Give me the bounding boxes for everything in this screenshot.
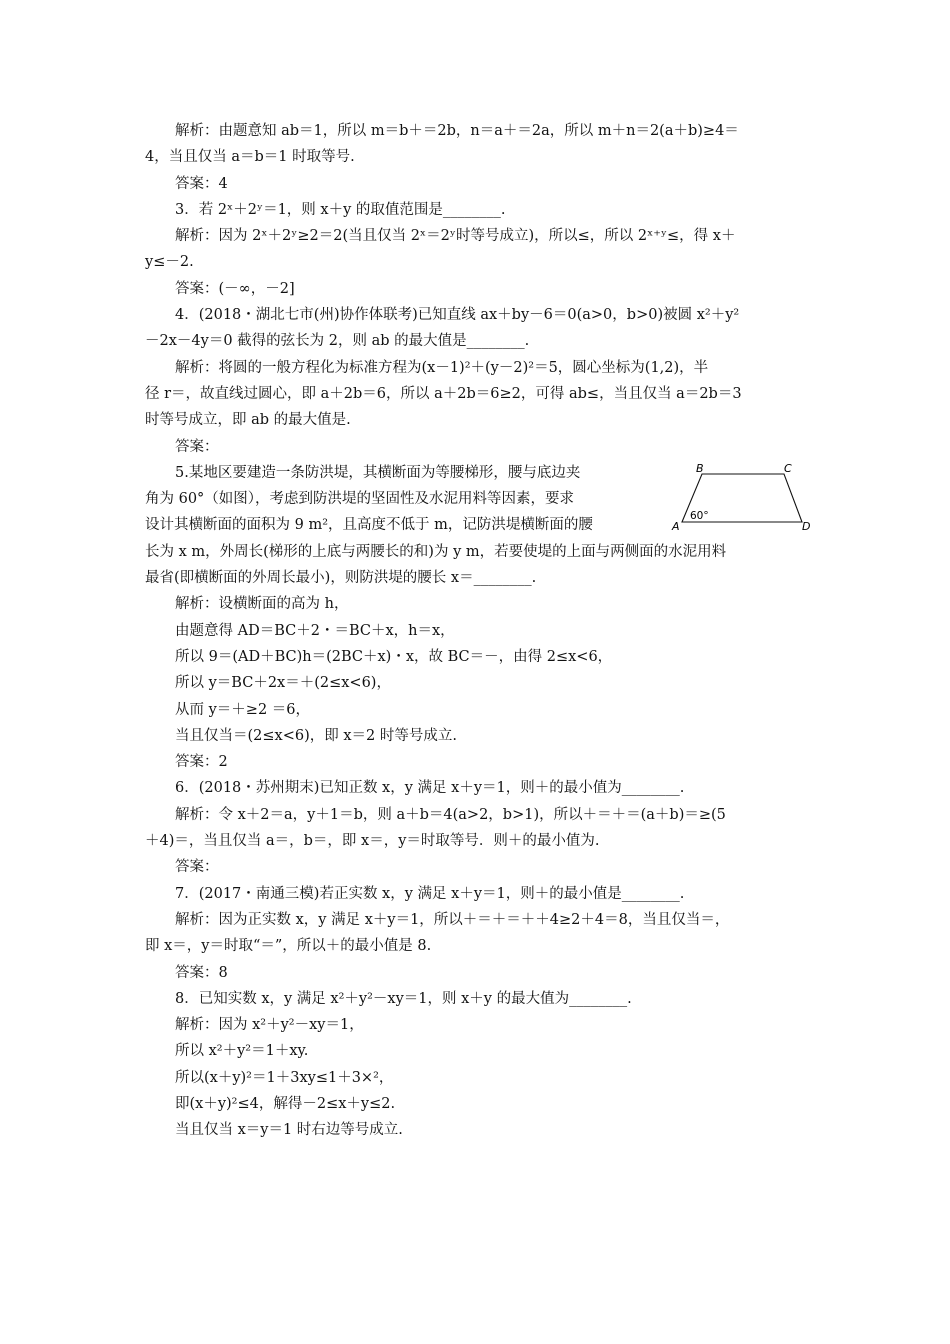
line: 所以(x＋y)²＝1＋3xy≤1＋3×²， bbox=[175, 1069, 394, 1086]
trapezoid-figure bbox=[670, 464, 810, 536]
line: 解析：因为 2ˣ＋2ʸ≥2＝2(当且仅当 2ˣ＝2ʸ时等号成立)，所以≤，所以 2ˣ⁺ʸ≤，得 x＋ bbox=[175, 228, 736, 245]
question-5-block bbox=[145, 460, 810, 539]
line: 答案： bbox=[175, 859, 219, 876]
document-page bbox=[145, 118, 810, 1144]
line: 6．(2018・苏州期末)已知正数 x，y 满足 x＋y＝1，则＋的最小值为________. bbox=[175, 780, 685, 797]
line: 5.某地区要建造一条防洪堤，其横断面为等腰梯形，腰与底边夹 bbox=[175, 464, 581, 481]
line: 解析：令 x＋2＝a，y＋1＝b，则 a＋b＝4(a>2，b>1)，所以＋＝＋＝(a＋b)＝≥(5 bbox=[175, 806, 726, 823]
line: y≤－2. bbox=[145, 254, 194, 271]
line: －2x－4y＝0 截得的弦长为 2，则 ab 的最大值是________. bbox=[145, 333, 530, 350]
line: 答案：4 bbox=[175, 175, 228, 192]
line: 答案：8 bbox=[175, 964, 228, 981]
label-c: C bbox=[784, 463, 792, 475]
line: 即 x＝，y＝时取“＝”，所以＋的最小值是 8. bbox=[145, 938, 432, 955]
line: 角为 60°（如图），考虑到防洪堤的坚固性及水泥用料等因素，要求 bbox=[145, 491, 575, 508]
line: 由题意得 AD＝BC＋2・＝BC＋x，h＝x， bbox=[175, 622, 455, 639]
line: 所以 x²＋y²＝1＋xy. bbox=[175, 1043, 309, 1060]
line: 设计其横断面的面积为 9 m²，且高度不低于 m，记防洪堤横断面的腰 bbox=[145, 517, 593, 534]
line: 当且仅当＝(2≤x<6)，即 x＝2 时等号成立. bbox=[175, 727, 457, 744]
angle-label: 60° bbox=[690, 509, 709, 522]
line: 答案：(－∞，－2] bbox=[175, 280, 295, 297]
line: 所以 y＝BC＋2x＝＋(2≤x<6)， bbox=[175, 675, 391, 692]
label-a: A bbox=[672, 519, 680, 533]
line: 长为 x m，外周长(梯形的上底与两腰长的和)为 y m，若要使堤的上面与两侧面的水泥用料 bbox=[145, 543, 727, 560]
line: 当且仅当 x＝y＝1 时右边等号成立. bbox=[175, 1122, 403, 1139]
line: 答案：2 bbox=[175, 754, 228, 771]
line: 最省(即横断面的外周长最小)，则防洪堤的腰长 x＝________. bbox=[145, 570, 537, 587]
line: 从而 y＝＋≥2 ＝6， bbox=[175, 701, 311, 718]
line: 解析：因为 x²＋y²－xy＝1， bbox=[175, 1017, 364, 1034]
line: 3．若 2ˣ＋2ʸ＝1，则 x＋y 的取值范围是________. bbox=[175, 201, 506, 218]
line: 解析：将圆的一般方程化为标准方程为(x－1)²＋(y－2)²＝5，圆心坐标为(1,2)，半 bbox=[175, 359, 709, 376]
line: 4．(2018・湖北七市(州)协作体联考)已知直线 ax＋by－6＝0(a>0，b>0)被圆 x²＋y² bbox=[175, 307, 740, 324]
line: 答案： bbox=[175, 438, 219, 455]
label-d: D bbox=[802, 519, 810, 533]
line: 解析：因为正实数 x，y 满足 x＋y＝1，所以＋＝＋＝＋＋4≥2＋4＝8，当且仅当＝， bbox=[175, 911, 730, 928]
line: 7．(2017・南通三模)若正实数 x，y 满足 x＋y＝1，则＋的最小值是________. bbox=[175, 885, 685, 902]
line: 时等号成立，即 ab 的最大值是. bbox=[145, 412, 351, 429]
line: 4，当且仅当 a＝b＝1 时取等号. bbox=[145, 149, 355, 166]
line: 所以 9＝(AD＋BC)h＝(2BC＋x)・x，故 BC＝－，由得 2≤x<6， bbox=[175, 648, 613, 665]
line: 8．已知实数 x，y 满足 x²＋y²－xy＝1，则 x＋y 的最大值为________. bbox=[175, 990, 632, 1007]
line: ＋4)＝，当且仅当 a＝，b＝，即 x＝，y＝时取等号．则＋的最小值为. bbox=[145, 833, 600, 850]
label-b: B bbox=[696, 463, 704, 475]
line: 径 r＝，故直线过圆心，即 a＋2b＝6，所以 a＋2b＝6≥2，可得 ab≤，当且仅当 a＝2b＝3 bbox=[145, 385, 742, 402]
line: 解析：设横断面的高为 h， bbox=[175, 596, 349, 613]
line: 即(x＋y)²≤4，解得－2≤x＋y≤2. bbox=[175, 1095, 396, 1112]
line: 解析：由题意知 ab＝1，所以 m＝b＋＝2b，n＝a＋＝2a，所以 m＋n＝2(a＋b)≥4＝ bbox=[175, 123, 739, 139]
